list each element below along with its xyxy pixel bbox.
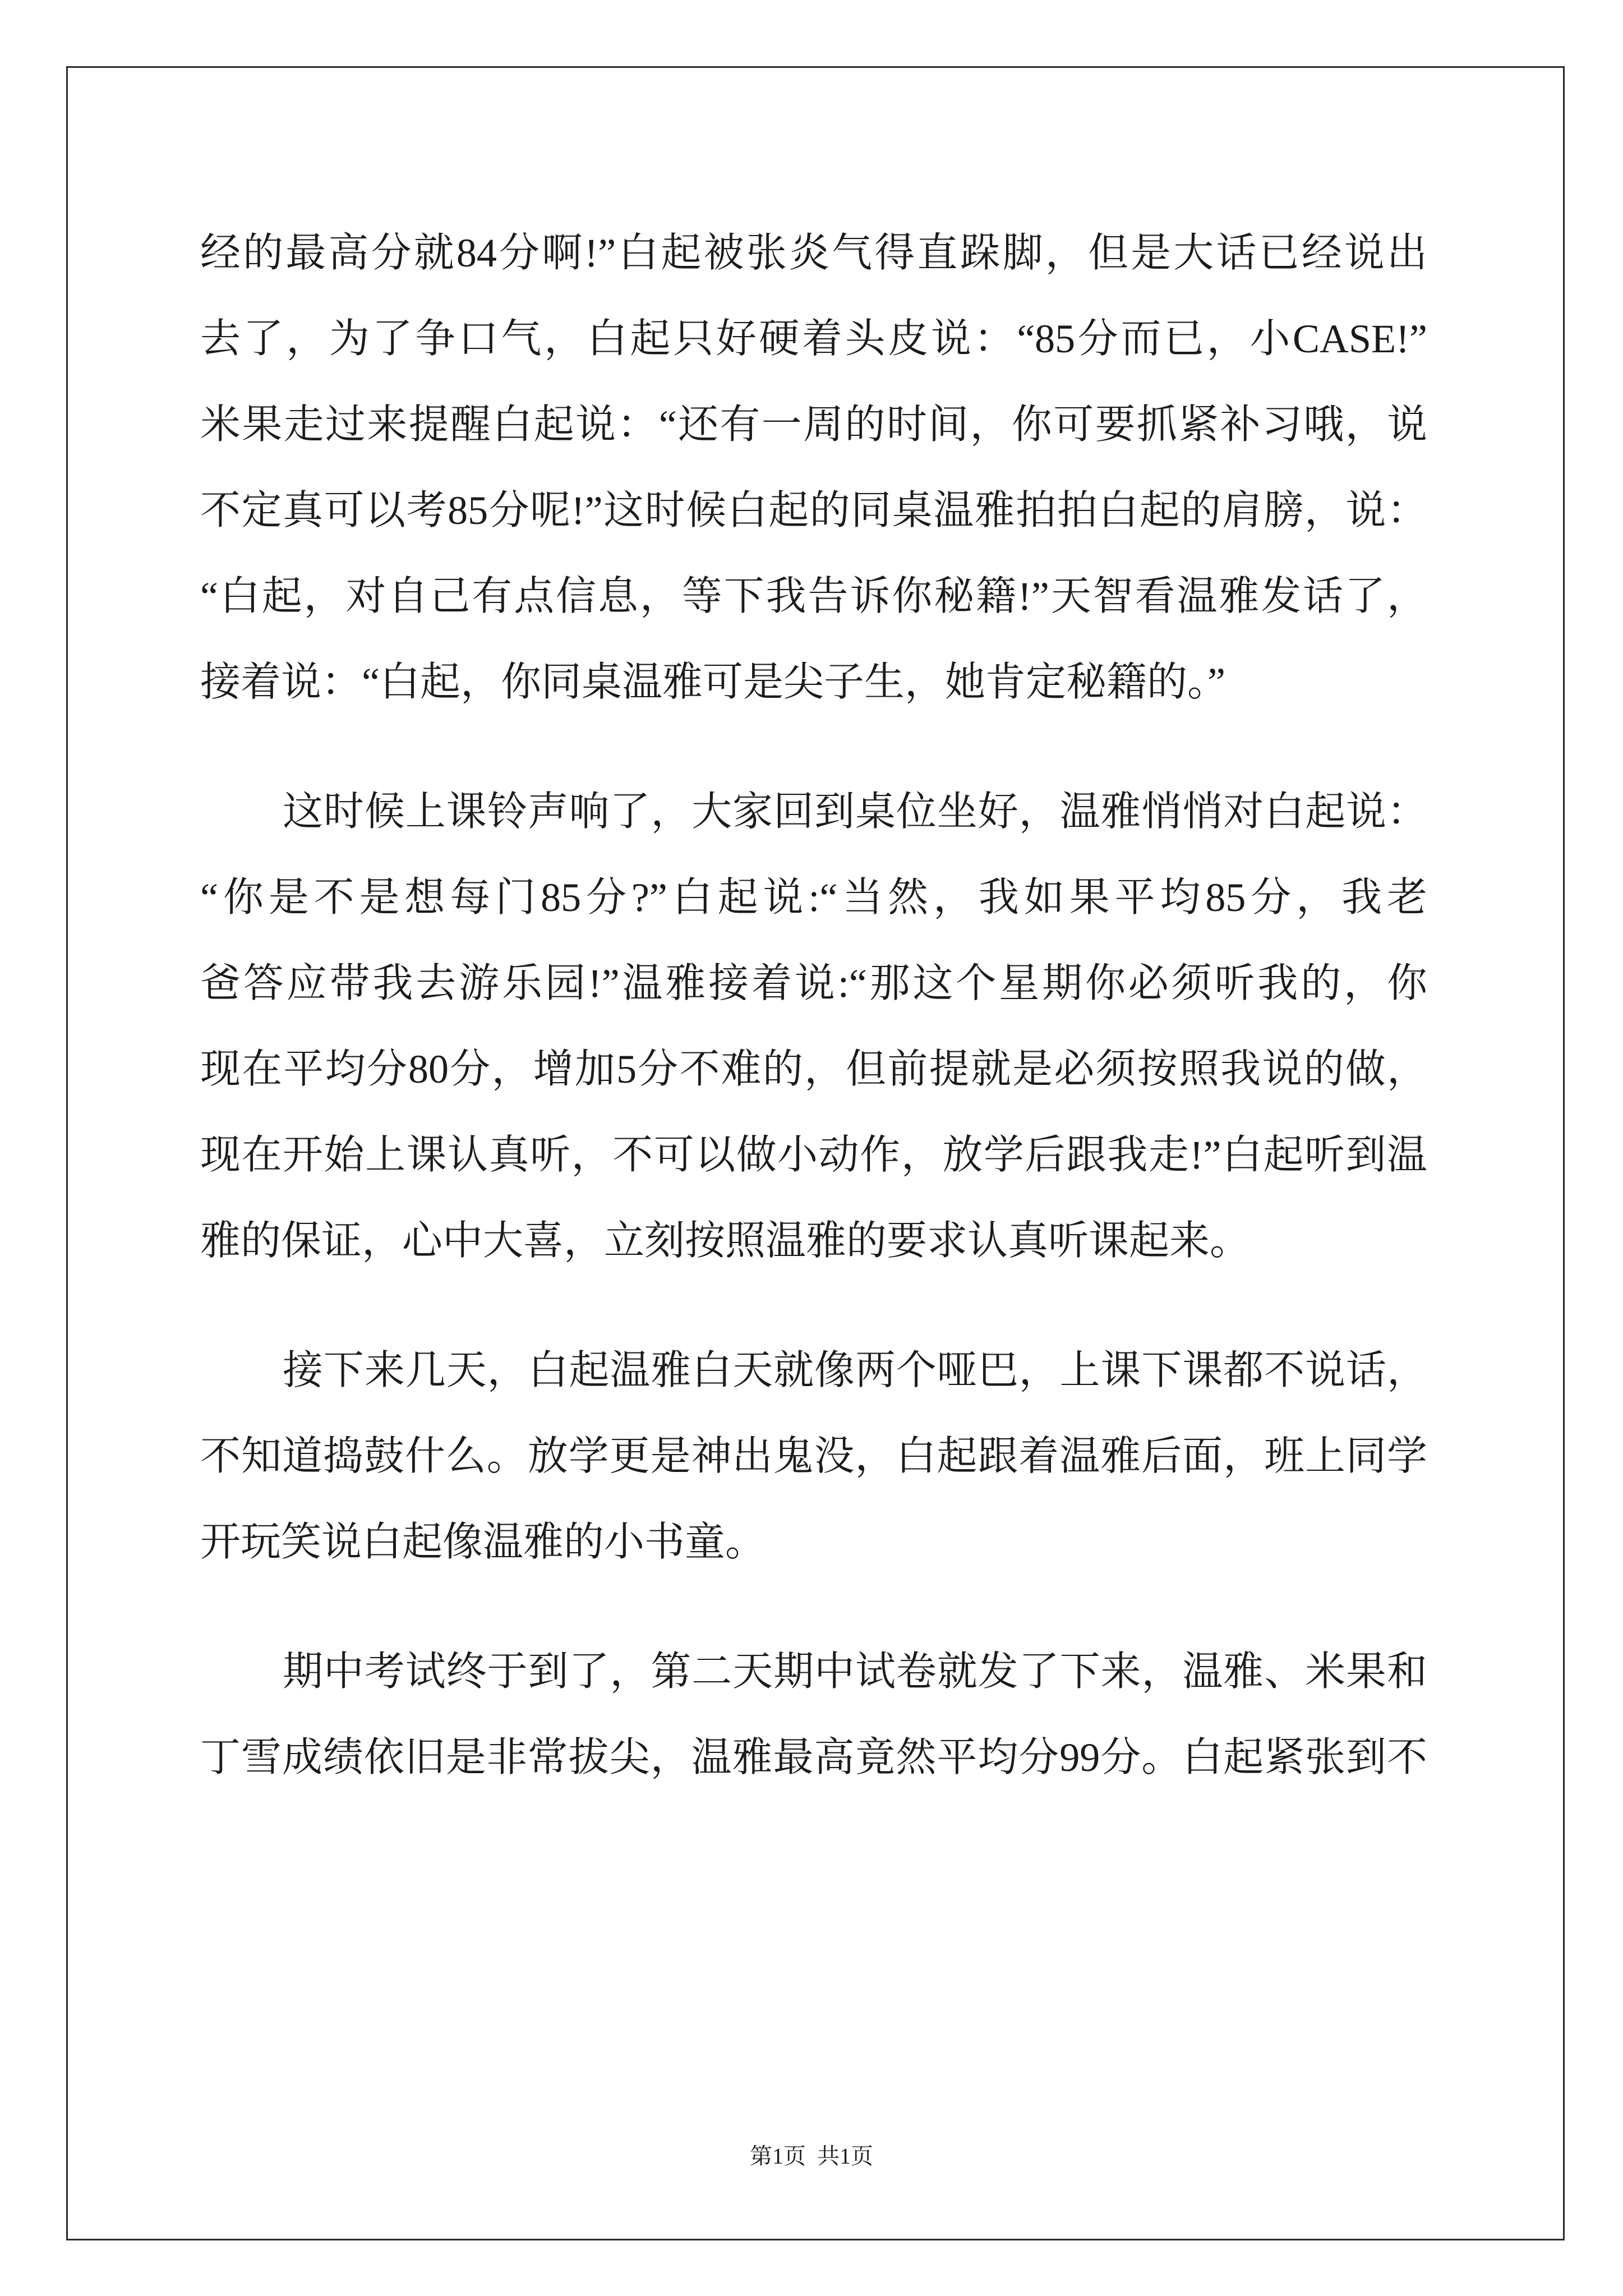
text-line: 不知道捣鼓什么。放学更是神出鬼没，白起跟着温雅后面，班上同学: [200, 1434, 1427, 1479]
text-line: 接着说：“白起，你同桌温雅可是尖子生，她肯定秘籍的。”: [200, 660, 1225, 705]
page-footer: 第1页 共1页: [750, 2143, 873, 2169]
text-line: 开玩笑说白起像温雅的小书童。: [200, 1520, 766, 1565]
text-line: 这时候上课铃声响了，大家回到桌位坐好，温雅悄悄对白起说：: [283, 789, 1427, 834]
text-line: 爸答应带我去游乐园!”温雅接着说:“那这个星期你必须听我的，你: [200, 961, 1427, 1006]
paragraph: [200, 210, 1427, 725]
text-line: 接下来几天，白起温雅白天就像两个哑巴，上课下课都不说话，: [283, 1348, 1427, 1393]
paragraph: [200, 769, 1427, 1284]
paragraph: [200, 1328, 1427, 1585]
text-line: 去了，为了争口气，白起只好硬着头皮说：“85分而已，小CASE!”: [200, 316, 1427, 361]
text-line: “你是不是想每门85分?”白起说:“当然，我如果平均85分，我老: [200, 875, 1427, 920]
text-line: “白起，对自己有点信息，等下我告诉你秘籍!”天智看温雅发话了，: [200, 574, 1427, 619]
text-line: 现在平均分80分，增加5分不难的，但前提就是必须按照我说的做，: [200, 1047, 1427, 1092]
text-line: 经的最高分就84分啊!”白起被张炎气得直跺脚，但是大话已经说出: [200, 231, 1427, 275]
document-body: [200, 210, 1427, 1801]
text-line: 雅的保证，心中大喜，立刻按照温雅的要求认真听课起来。: [200, 1218, 1251, 1263]
paragraph: [200, 1629, 1427, 1801]
text-line: 米果走过来提醒白起说：“还有一周的时间，你可要抓紧补习哦，说: [200, 402, 1427, 447]
text-line: 期中考试终于到了，第二天期中试卷就发了下来，温雅、米果和: [283, 1649, 1427, 1694]
text-line: 丁雪成绩依旧是非常拔尖，温雅最高竟然平均分99分。白起紧张到不: [200, 1735, 1427, 1780]
text-line: 现在开始上课认真听，不可以做小动作，放学后跟我走!”白起听到温: [200, 1133, 1427, 1177]
text-line: 不定真可以考85分呢!”这时候白起的同桌温雅拍拍白起的肩膀，说：: [200, 488, 1427, 533]
